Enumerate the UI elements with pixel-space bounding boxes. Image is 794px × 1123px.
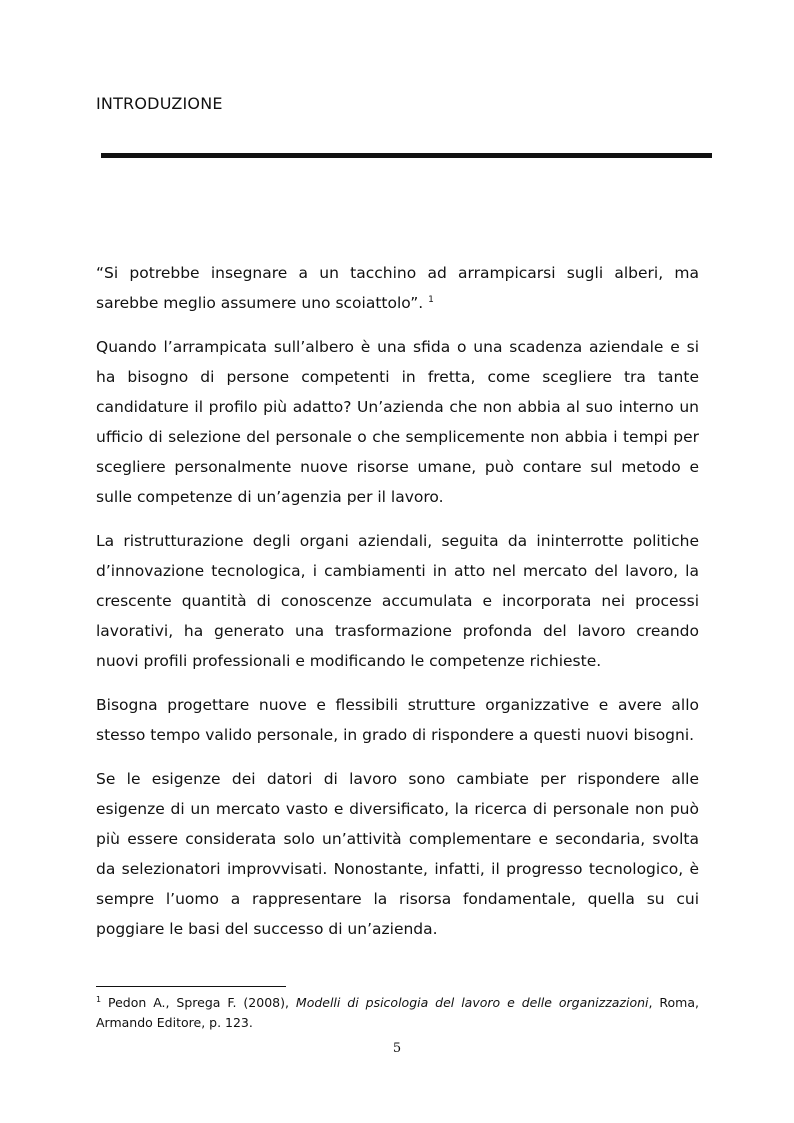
footnote-separator [96,986,286,987]
footnote-title: Modelli di psicologia del lavoro e delle organizzazioni [295,995,649,1010]
footnote-publication: , Roma, Armando Editore, p. 123. [96,995,699,1030]
paragraph-quote [96,258,699,318]
page-heading: INTRODUZIONE [96,94,223,113]
quote-text: “Si potrebbe insegnare a un tacchino ad arrampicarsi sugli alberi, ma sarebbe meglio assumere uno scoiattolo”. [96,264,699,312]
heading-rule [101,153,712,158]
page-number: 5 [392,1041,402,1056]
paragraph: Se le esigenze dei datori di lavoro sono cambiate per rispondere alle esigenze di un mercato vasto e diversificato, la ricerca di personale non può più essere considerata solo un’attività complementare e secondaria, svolta da selezionatori improvvisati. Nonostante, infatti, il progresso tecnologico, è sempre l’uomo a rappresentare la risorsa fondamentale, quella su cui poggiare le basi del successo di un’azienda. [96,770,699,938]
footnote [96,993,699,1033]
body-text [96,258,699,958]
footnote-authors: Pedon A., Sprega F. (2008), [108,995,289,1010]
footnote-number: 1 [96,994,102,1004]
paragraph: Bisogna progettare nuove e flessibili strutture organizzative e avere allo stesso tempo valido personale, in grado di rispondere a questi nuovi bisogni. [96,696,699,744]
footnote-reference: 1 [428,294,434,305]
paragraph: Quando l’arrampicata sull’albero è una sfida o una scadenza aziendale e si ha bisogno di persone competenti in fretta, come scegliere tra tante candidature il profilo più adatto? Un’azienda che non abbia al suo interno un ufficio di selezione del personale o che semplicemente non abbia i tempi per scegliere personalmente nuove risorse umane, può contare sul metodo e sulle competenze di un’agenzia per il lavoro. [96,338,699,506]
paragraph: La ristrutturazione degli organi aziendali, seguita da ininterrotte politiche d’innovazione tecnologica, i cambiamenti in atto nel mercato del lavoro, la crescente quantità di conoscenze accumulata e incorporata nei processi lavorativi, ha generato una trasformazione profonda del lavoro creando nuovi profili professionali e modificando le competenze richieste. [96,532,699,670]
